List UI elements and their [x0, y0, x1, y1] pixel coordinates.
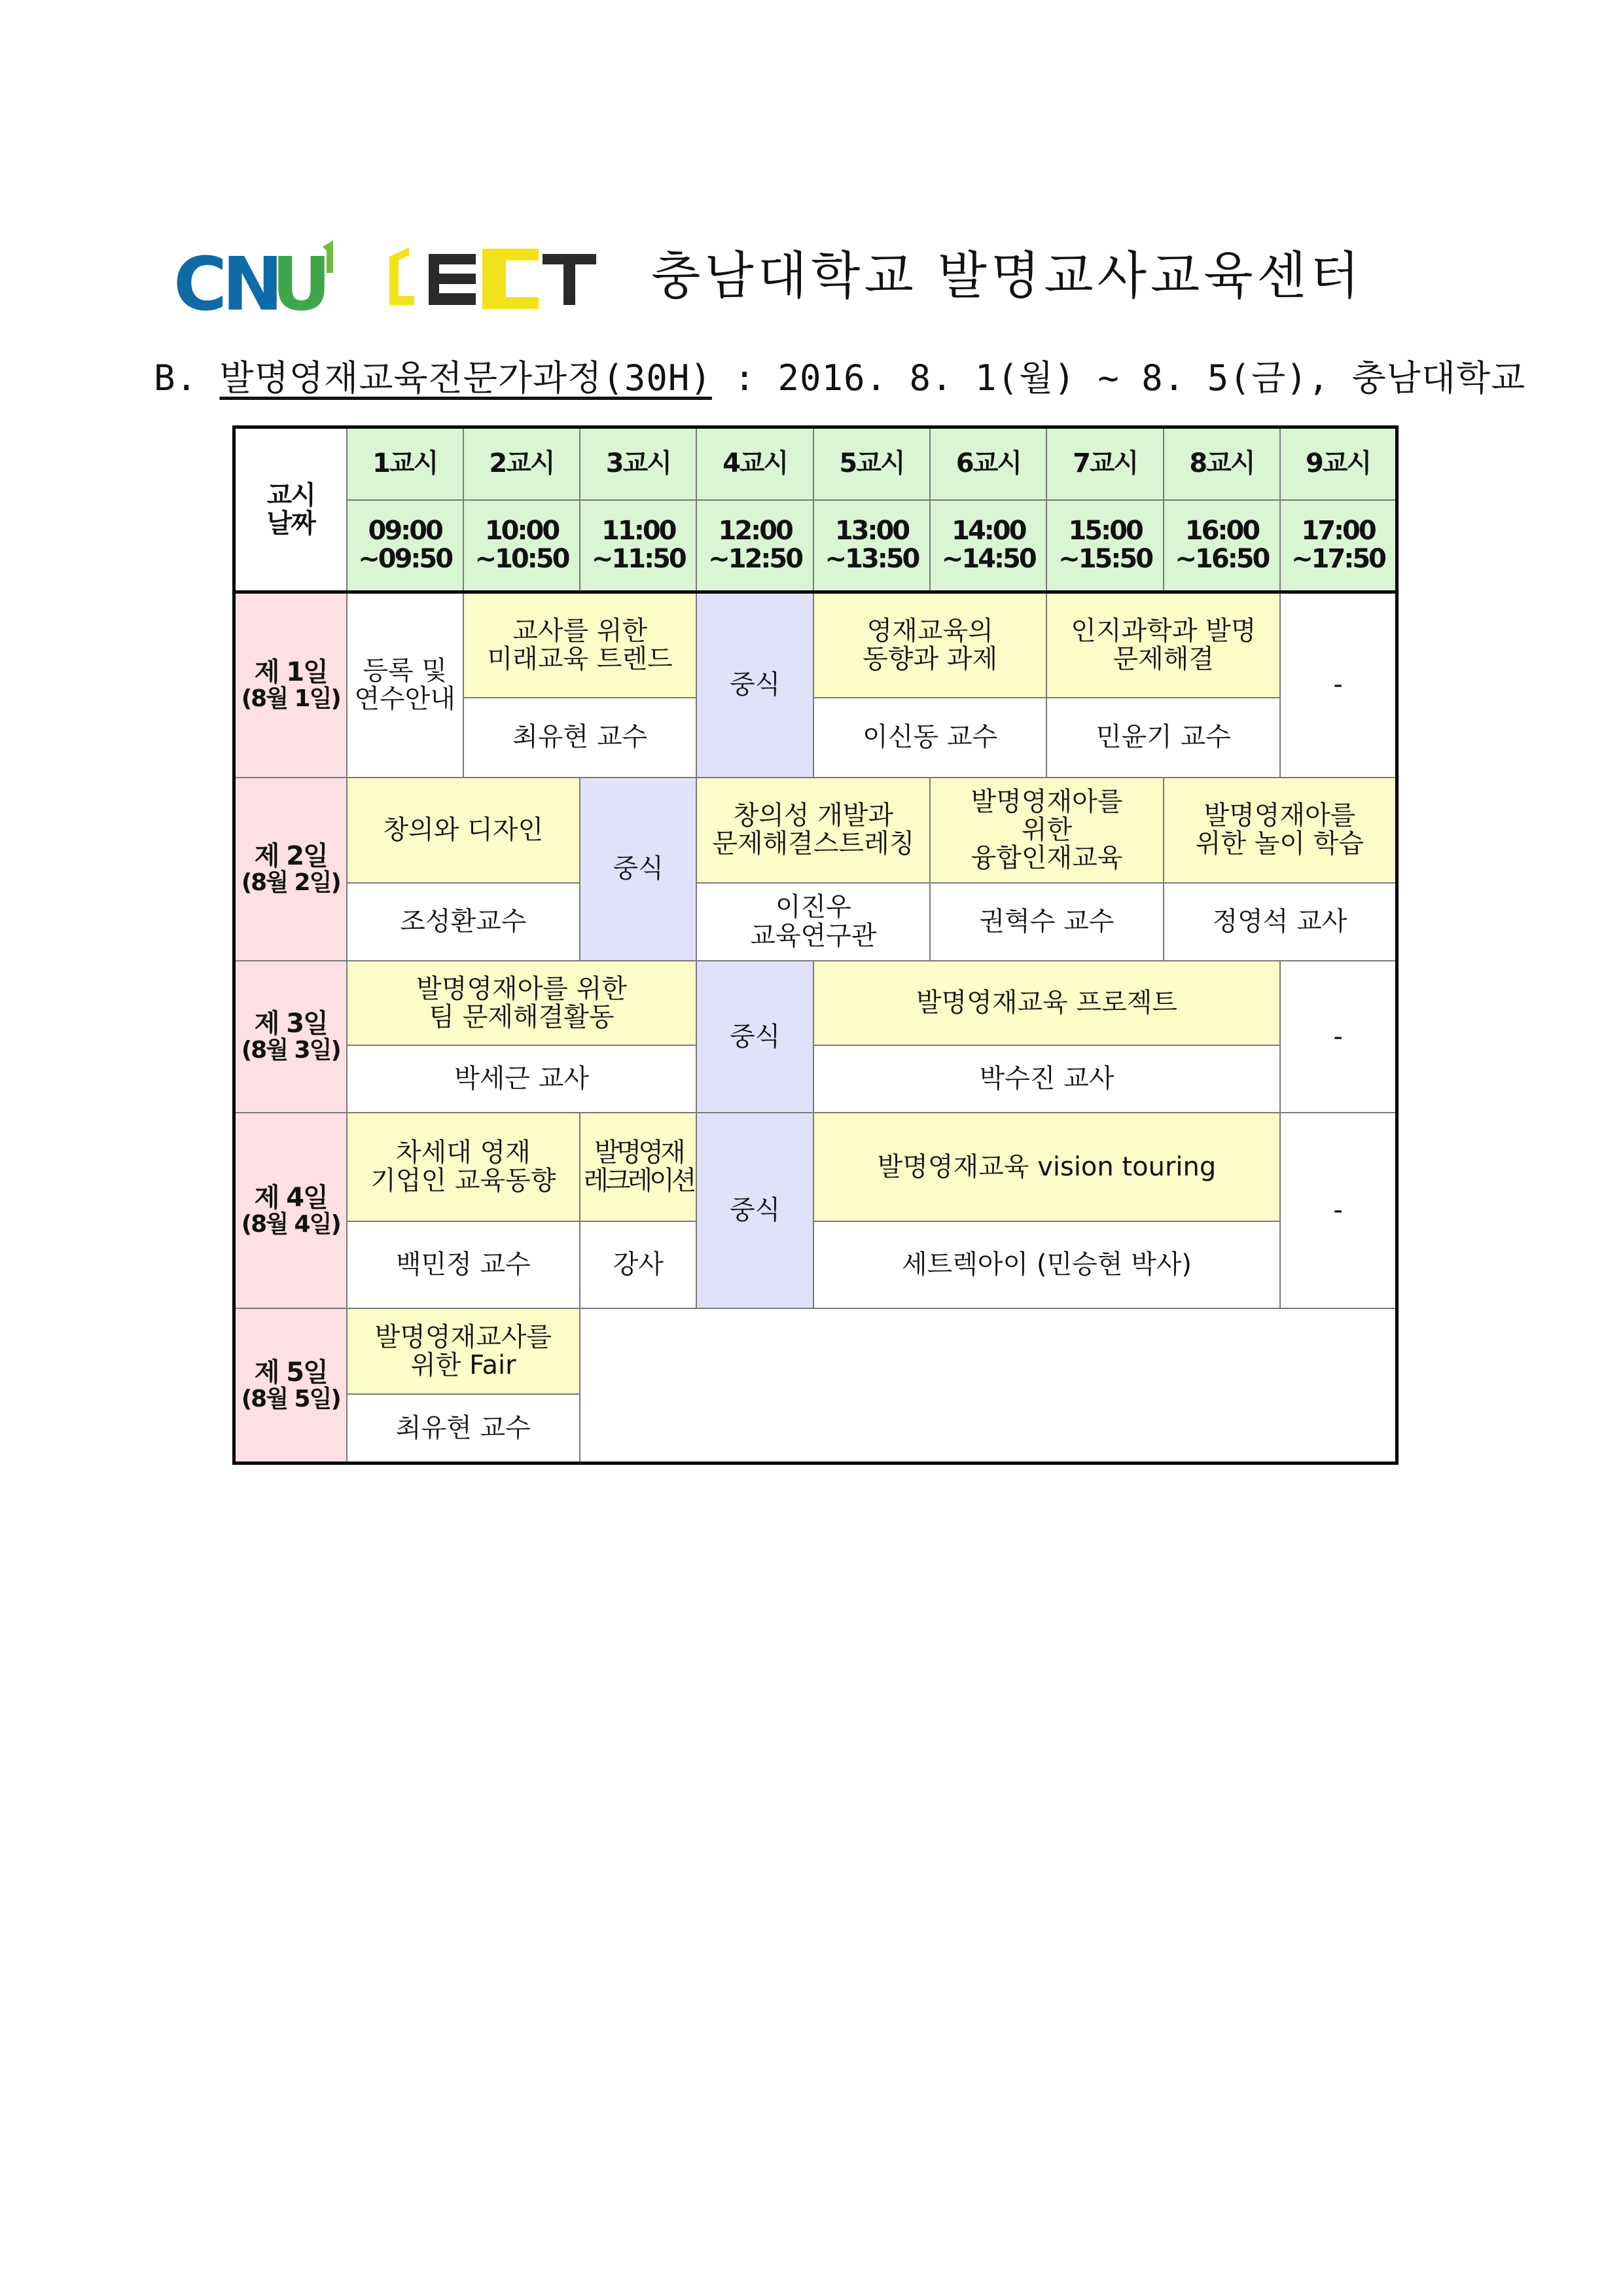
topic-line: 팀 문제해결활동	[429, 1001, 615, 1032]
instructor	[696, 883, 930, 961]
period-time	[1280, 500, 1397, 592]
session-topic	[347, 1113, 580, 1221]
reg-line: 연수안내	[354, 683, 455, 714]
timetable	[232, 425, 1399, 1465]
period-end: ~09:50	[358, 544, 452, 575]
instructor-line: 이진우	[775, 892, 851, 923]
session-topic	[347, 961, 697, 1045]
period-start: 10:00	[484, 516, 559, 547]
topic-line: 문제해결스트레칭	[712, 829, 915, 859]
period-time	[1164, 500, 1280, 592]
topic-line: 기업인 교육동향	[370, 1166, 556, 1196]
period-end: ~14:50	[941, 544, 1035, 575]
day-label-4	[234, 1113, 347, 1308]
period-header: 5교시	[813, 427, 930, 500]
instructor: 민윤기 교수	[1046, 698, 1280, 777]
empty-dash: -	[1280, 961, 1397, 1113]
topic-line: 레크레이션	[583, 1166, 694, 1196]
day1-topic-row	[234, 592, 1397, 698]
session-topic: 발명영재교육 vision touring	[813, 1113, 1280, 1221]
cnu-logo	[173, 232, 344, 317]
reg-line: 등록 및	[363, 655, 447, 686]
day-date: (8월 5일)	[241, 1385, 340, 1412]
lunch-cell: 중식	[696, 961, 813, 1113]
registration-cell	[347, 592, 463, 778]
course-details: : 2016. 8. 1(월) ~ 8. 5(금), 충남대학교	[734, 357, 1526, 399]
instructor: 백민정 교수	[347, 1221, 580, 1308]
day-date: (8월 1일)	[241, 685, 340, 713]
period-start: 09:00	[368, 516, 442, 547]
day-number: 제 1일	[254, 656, 327, 687]
instructor: 박세근 교사	[347, 1045, 697, 1113]
session-topic	[580, 1113, 696, 1221]
period-time	[696, 500, 813, 592]
session-topic	[696, 778, 930, 884]
day-date: (8월 2일)	[241, 869, 340, 896]
session-topic: 발명영재교육 프로젝트	[813, 961, 1280, 1045]
course-prefix: B.	[154, 357, 198, 399]
topic-line: 교사를 위한	[512, 616, 648, 647]
course-name: 발명영재교육전문가과정(30H)	[219, 357, 712, 399]
instructor: 최유현 교수	[347, 1394, 580, 1463]
instructor: 최유현 교수	[463, 698, 697, 777]
period-time	[1046, 500, 1163, 592]
instructor-line: 교육연구관	[750, 920, 877, 951]
instructor: 강사	[580, 1221, 696, 1308]
lunch-cell: 중식	[696, 1113, 813, 1308]
day-label-2	[234, 778, 347, 961]
instructor: 세트렉아이 (민승현 박사)	[813, 1221, 1280, 1308]
instructor: 권혁수 교수	[930, 883, 1164, 961]
empty-area	[580, 1308, 1397, 1463]
topic-line: 인지과학과 발명	[1071, 616, 1257, 647]
instructor: 조성환교수	[347, 883, 580, 961]
period-header: 4교시	[696, 427, 813, 500]
topic-line: 발명영재아를	[971, 786, 1123, 817]
period-header: 8교시	[1164, 427, 1280, 500]
instructor: 이신동 교수	[813, 698, 1047, 777]
header-row-times	[234, 500, 1397, 592]
day-number: 제 4일	[254, 1182, 327, 1213]
session-topic: 창의와 디자인	[347, 778, 580, 884]
day-date: (8월 4일)	[241, 1210, 340, 1238]
topic-line: 영재교육의	[866, 616, 993, 647]
session-topic	[1046, 592, 1280, 698]
day2-instructor-row	[234, 883, 1397, 961]
corner-cell	[234, 427, 347, 592]
period-end: ~17:50	[1291, 544, 1385, 575]
corner-top-label: 교시	[266, 480, 315, 511]
session-topic	[930, 778, 1164, 884]
topic-line: 위한	[1021, 814, 1073, 845]
empty-dash: -	[1280, 1113, 1397, 1308]
course-info	[154, 350, 1525, 401]
period-header: 3교시	[580, 427, 696, 500]
topic-line: 발명영재	[594, 1137, 683, 1168]
day-label-5	[234, 1308, 347, 1463]
day3-instructor-row	[234, 1045, 1397, 1113]
topic-line: 발명영재아를	[1204, 800, 1356, 831]
period-time	[463, 500, 580, 592]
topic-line: 창의성 개발과	[733, 800, 894, 831]
period-end: ~16:50	[1175, 544, 1269, 575]
period-header: 6교시	[930, 427, 1046, 500]
day-date: (8월 3일)	[241, 1037, 340, 1064]
period-start: 17:00	[1301, 516, 1375, 547]
topic-line: 위한 Fair	[410, 1350, 516, 1380]
period-end: ~10:50	[474, 544, 569, 575]
period-header: 1교시	[347, 427, 463, 500]
center-name: 충남대학교 발명교사교육센터	[651, 247, 1364, 306]
day2-topic-row	[234, 778, 1397, 884]
period-end: ~12:50	[708, 544, 802, 575]
empty-dash: -	[1280, 592, 1397, 778]
day-label-1	[234, 592, 347, 778]
topic-line: 발명영재교사를	[374, 1321, 552, 1352]
day-number: 제 5일	[254, 1357, 327, 1388]
session-topic	[463, 592, 697, 698]
lunch-cell: 중식	[580, 778, 696, 961]
day5-topic-row	[234, 1308, 1397, 1394]
period-start: 11:00	[601, 516, 675, 547]
period-end: ~11:50	[591, 544, 685, 575]
period-end: ~15:50	[1058, 544, 1152, 575]
instructor: 정영석 교사	[1164, 883, 1397, 961]
session-topic	[813, 592, 1047, 698]
period-header: 7교시	[1046, 427, 1163, 500]
topic-line: 위한 놀이 학습	[1195, 829, 1364, 859]
session-topic	[347, 1308, 580, 1394]
topic-line: 차세대 영재	[395, 1137, 531, 1168]
period-start: 15:00	[1068, 516, 1142, 547]
page-header	[173, 226, 1417, 317]
period-start: 12:00	[718, 516, 792, 547]
header-row-periods	[234, 427, 1397, 500]
corner-bottom-label: 날짜	[266, 508, 315, 539]
period-header: 2교시	[463, 427, 580, 500]
instructor: 박수진 교사	[813, 1045, 1280, 1113]
period-time	[813, 500, 930, 592]
day-label-3	[234, 961, 347, 1113]
period-header: 9교시	[1280, 427, 1397, 500]
day-number: 제 3일	[254, 1009, 327, 1039]
topic-line: 동향과 과제	[863, 644, 998, 675]
svg-text:U: U	[272, 242, 326, 317]
topic-line: 융합인재교육	[971, 842, 1123, 873]
period-time	[930, 500, 1046, 592]
period-start: 16:00	[1185, 516, 1259, 547]
period-start: 13:00	[834, 516, 909, 547]
period-time	[580, 500, 696, 592]
ect-logo	[383, 242, 599, 314]
day4-topic-row	[234, 1113, 1397, 1221]
lunch-cell: 중식	[696, 592, 813, 778]
topic-line: 미래교육 트렌드	[487, 644, 673, 675]
topic-line: 발명영재아를 위한	[416, 973, 627, 1004]
day3-topic-row	[234, 961, 1397, 1045]
day4-instructor-row	[234, 1221, 1397, 1308]
svg-text:CN: CN	[173, 242, 278, 317]
day-number: 제 2일	[254, 840, 327, 871]
session-topic	[1164, 778, 1397, 884]
period-start: 14:00	[952, 516, 1026, 547]
period-end: ~13:50	[825, 544, 919, 575]
topic-line: 문제해결	[1113, 644, 1215, 675]
period-time	[347, 500, 463, 592]
